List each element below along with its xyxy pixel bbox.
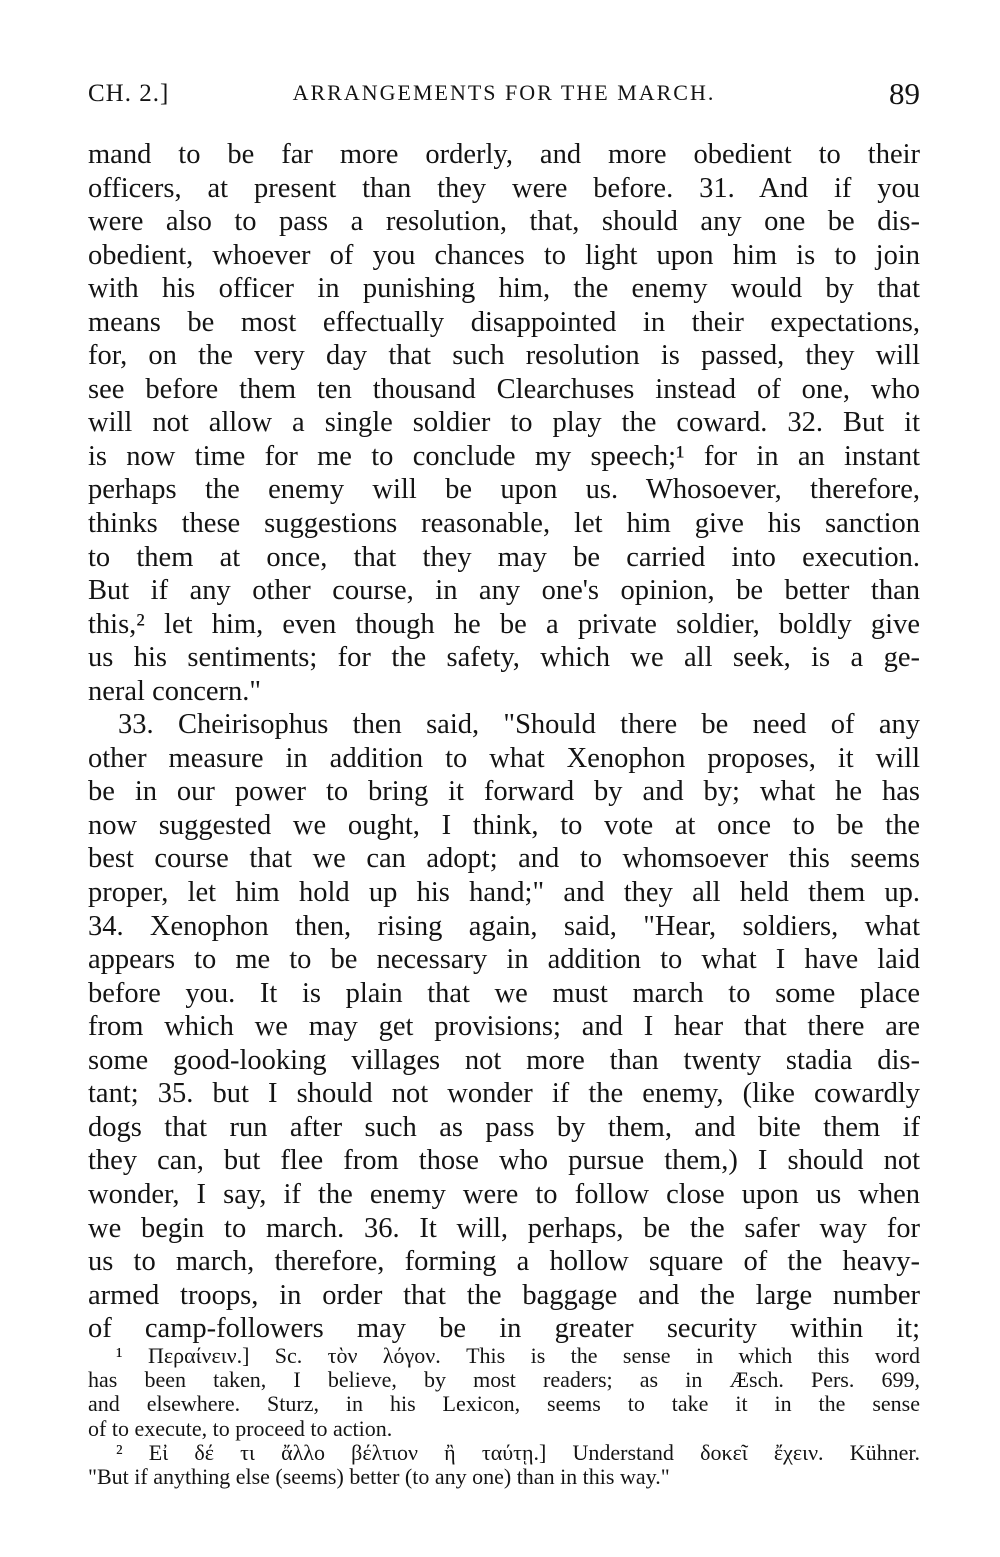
page-number: 89	[889, 76, 920, 111]
text-line: us to march, therefore, forming a hollow square of the heavy-	[88, 1246, 920, 1278]
text-line: for, on the very day that such resolution is passed, they will	[88, 340, 920, 372]
text-line: of camp-followers may be in greater security within it;	[88, 1313, 920, 1345]
text-line: appears to me to be necessary in addition to what I have laid	[88, 944, 920, 976]
text-line: see before them ten thousand Clearchuses instead of one, who	[88, 373, 920, 405]
text-line: 33. Cheirisophus then said, "Should there be need of any	[118, 709, 920, 741]
text-line: before you. It is plain that we must march to some place	[88, 977, 920, 1009]
text-line: officers, at present than they were before. 31. And if you	[88, 172, 920, 204]
running-header	[88, 76, 920, 114]
chapter-marker: CH. 2.]	[88, 80, 170, 107]
text-line: with his officer in punishing him, the enemy would by that	[88, 273, 920, 305]
text-line: we begin to march. 36. It will, perhaps, be the safer way for	[88, 1212, 920, 1244]
text-line: this,² let him, even though he be a private soldier, boldly give	[88, 608, 920, 640]
text-line: obedient, whoever of you chances to light upon him is to join	[88, 239, 920, 271]
text-line: us his sentiments; for the safety, which we all seek, is a ge-	[88, 642, 920, 674]
text-line: from which we may get provisions; and I hear that there are	[88, 1011, 920, 1043]
footnotes	[88, 1344, 920, 1489]
text-line: were also to pass a resolution, that, should any one be dis-	[88, 206, 920, 238]
text-line: proper, let him hold up his hand;" and they all held them up.	[88, 877, 920, 909]
text-line: neral concern."	[88, 675, 262, 707]
text-line: other measure in addition to what Xenophon proposes, it will	[88, 742, 920, 774]
footnote-line: has been taken, I believe, by most readers; as in Æsch. Pers. 699,	[88, 1367, 920, 1393]
text-line: dogs that run after such as pass by them, and bite them if	[88, 1111, 920, 1143]
text-line: to them at once, that they may be carried into execution.	[88, 541, 920, 573]
footnote-line: "But if anything else (seems) better (to any one) than in this way."	[88, 1463, 670, 1489]
text-line: tant; 35. but I should not wonder if the enemy, (like cowardly	[88, 1078, 920, 1110]
text-line: they can, but flee from those who pursue them,) I should not	[88, 1145, 920, 1177]
running-title: ARRANGEMENTS FOR THE MARCH.	[292, 80, 716, 105]
text-line: some good-looking villages not more than twenty stadia dis-	[88, 1044, 920, 1076]
body-text	[88, 138, 920, 1346]
text-line: best course that we can adopt; and to whomsoever this seems	[88, 843, 920, 875]
text-line: wonder, I say, if the enemy were to follow close upon us when	[88, 1178, 920, 1210]
text-line: perhaps the enemy will be upon us. Whosoever, therefore,	[88, 474, 920, 506]
footnote-line: ² Εἰ δέ τι ἄλλο βέλτιον ἢ ταύτῃ.] Understand δοκεῖ ἔχειν. Kühner.	[116, 1439, 920, 1465]
text-line: thinks these suggestions reasonable, let him give his sanction	[88, 508, 920, 540]
text-line: is now time for me to conclude my speech;¹ for in an instant	[88, 440, 920, 472]
text-line: mand to be far more orderly, and more obedient to their	[88, 139, 920, 170]
footnote-line: and elsewhere. Sturz, in his Lexicon, seems to take it in the sense	[88, 1391, 920, 1417]
text-line: But if any other course, in any one's opinion, be better than	[88, 575, 920, 607]
text-line: 34. Xenophon then, rising again, said, "Hear, soldiers, what	[88, 910, 920, 942]
text-line: will not allow a single soldier to play the coward. 32. But it	[88, 407, 920, 439]
text-line: means be most effectually disappointed in their expectations,	[88, 306, 920, 338]
footnote-line: of to execute, to proceed to action.	[88, 1415, 393, 1441]
text-line: armed troops, in order that the baggage and the large number	[88, 1279, 920, 1311]
footnote-line: ¹ Περαίνειν.] Sc. τὸν λόγον. This is the sense in which this word	[116, 1343, 920, 1368]
text-line: be in our power to bring it forward by and by; what he has	[88, 776, 920, 808]
text-line: now suggested we ought, I think, to vote at once to be the	[88, 809, 920, 841]
